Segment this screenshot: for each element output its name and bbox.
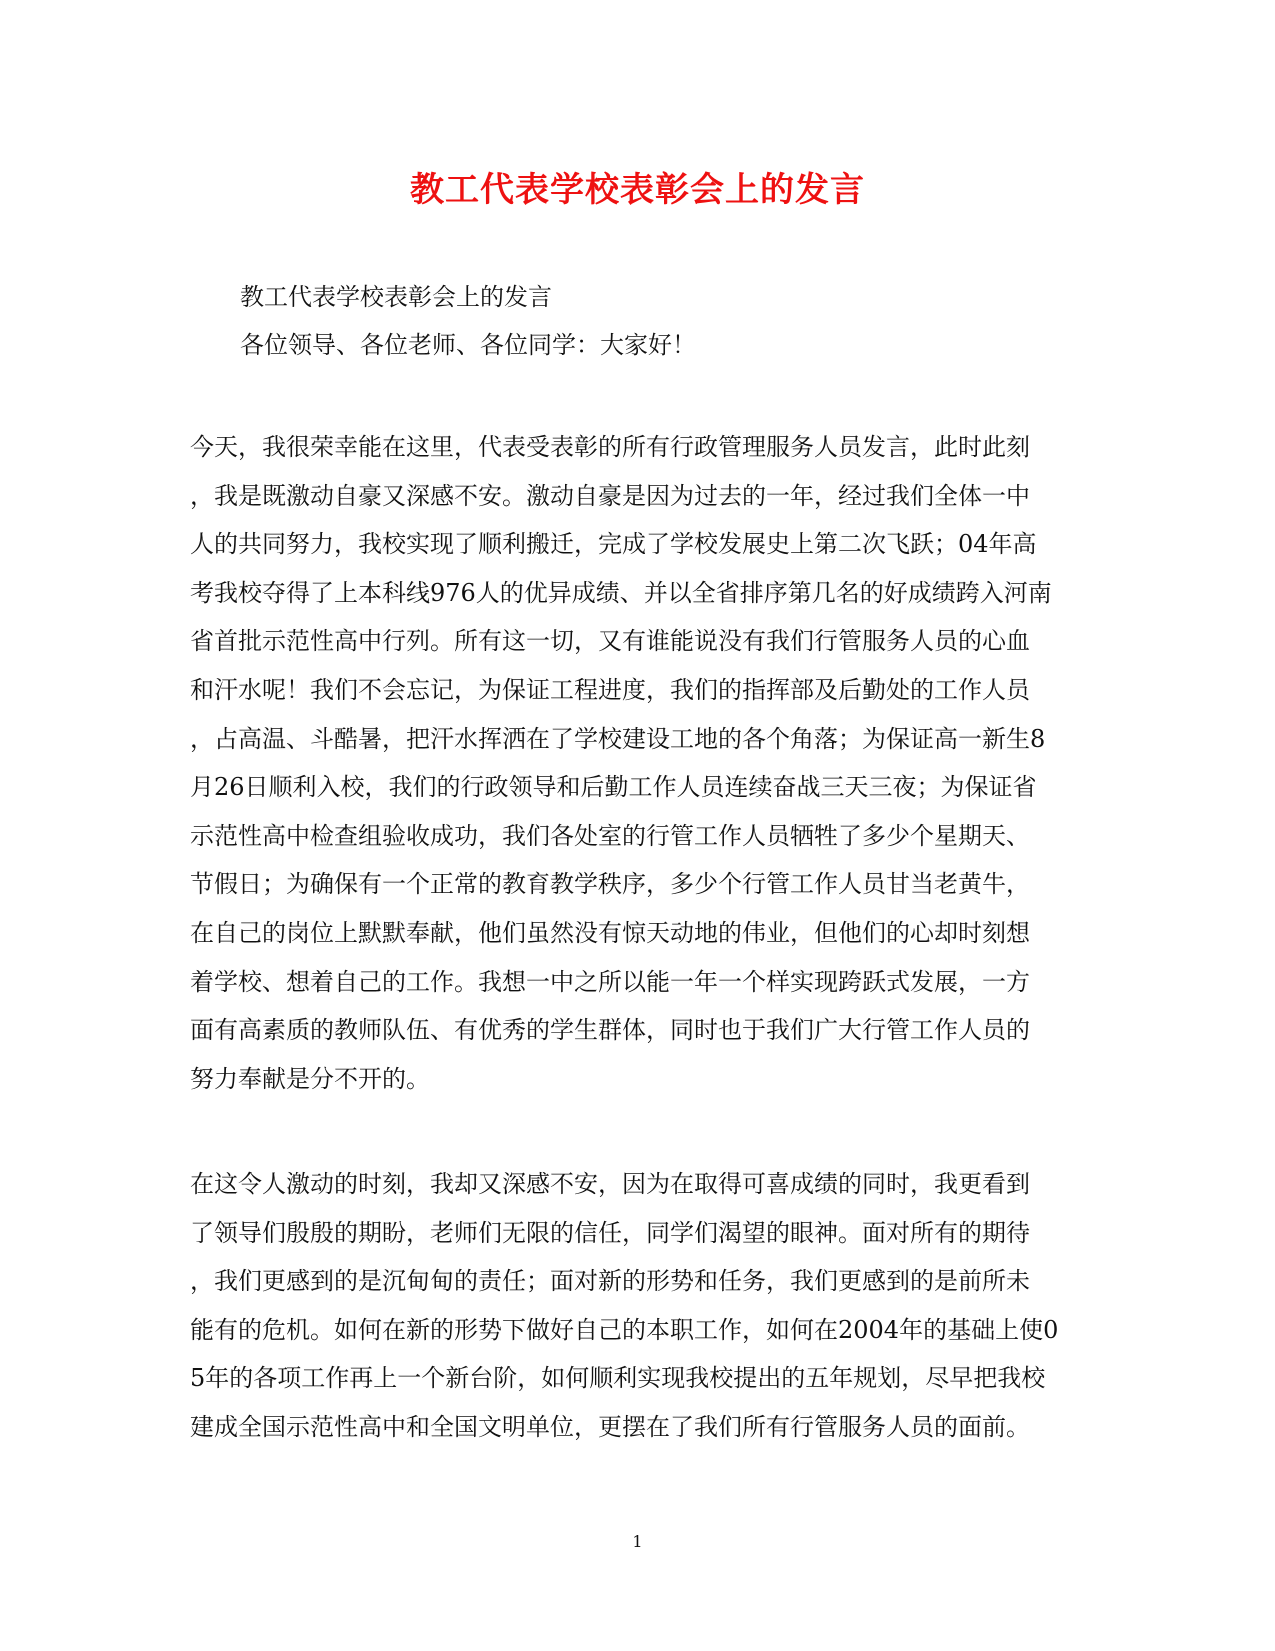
paragraph-line: 努力奉献是分不开的。	[190, 1064, 430, 1093]
paragraph-line: 示范性高中检查组验收成功，我们各处室的行管工作人员牺牲了多少个星期天、	[190, 821, 1030, 850]
paragraph-line: 人的共同努力，我校实现了顺利搬迁，完成了学校发展史上第二次飞跃；04年高	[190, 530, 1037, 559]
paragraph-line: 面有高素质的教师队伍、有优秀的学生群体，同时也于我们广大行管工作人员的	[190, 1016, 1030, 1045]
paragraph-line: 考我校夺得了上本科线976人的优异成绩、并以全省排序第几名的好成绩跨入河南	[190, 578, 1052, 607]
paragraph-line: 建成全国示范性高中和全国文明单位，更摆在了我们所有行管服务人员的面前。	[190, 1412, 1030, 1441]
paragraph-line: 着学校、想着自己的工作。我想一中之所以能一年一个样实现跨跃式发展，一方	[190, 967, 1030, 996]
paragraph-line: 在这令人激动的时刻，我却又深感不安，因为在取得可喜成绩的同时，我更看到	[190, 1170, 1030, 1198]
page-number: 1	[632, 1532, 643, 1551]
salutation-line: 各位领导、各位老师、各位同学：大家好！	[240, 331, 696, 359]
paragraph-1	[190, 423, 1090, 1103]
paragraph-line: 今天，我很荣幸能在这里，代表受表彰的所有行政管理服务人员发言，此时此刻	[190, 433, 1030, 461]
paragraph-line: 在自己的岗位上默默奉献，他们虽然没有惊天动地的伟业，但他们的心却时刻想	[190, 918, 1030, 947]
paragraph-line: 能有的危机。如何在新的形势下做好自己的本职工作，如何在2004年的基础上使0	[190, 1315, 1059, 1344]
paragraph-line: 了领导们殷殷的期盼，老师们无限的信任，同学们渴望的眼神。面对所有的期待	[190, 1218, 1030, 1247]
paragraph-line: 5年的各项工作再上一个新台阶，如何顺利实现我校提出的五年规划，尽早把我校	[190, 1364, 1046, 1393]
paragraph-line: 月26日顺利入校，我们的行政领导和后勤工作人员连续奋战三天三夜；为保证省	[190, 773, 1037, 802]
paragraph-2	[190, 1160, 1090, 1452]
paragraph-line: 和汗水呢！我们不会忘记，为保证工程进度，我们的指挥部及后勤处的工作人员	[190, 675, 1030, 704]
paragraph-line: ，我是既激动自豪又深感不安。激动自豪是因为过去的一年，经过我们全体一中	[190, 481, 1030, 510]
document-title: 教工代表学校表彰会上的发言	[410, 170, 865, 210]
paragraph-line: 节假日；为确保有一个正常的教育教学秩序，多少个行管工作人员甘当老黄牛，	[190, 870, 1030, 899]
paragraph-line: 省首批示范性高中行列。所有这一切，又有谁能说没有我们行管服务人员的心血	[190, 627, 1030, 656]
paragraph-line: ，我们更感到的是沉甸甸的责任；面对新的形势和任务，我们更感到的是前所未	[190, 1267, 1030, 1296]
paragraph-line: ，占高温、斗酷暑，把汗水挥洒在了学校建设工地的各个角落；为保证高一新生8	[190, 724, 1046, 753]
intro-heading-line: 教工代表学校表彰会上的发言	[240, 283, 552, 311]
